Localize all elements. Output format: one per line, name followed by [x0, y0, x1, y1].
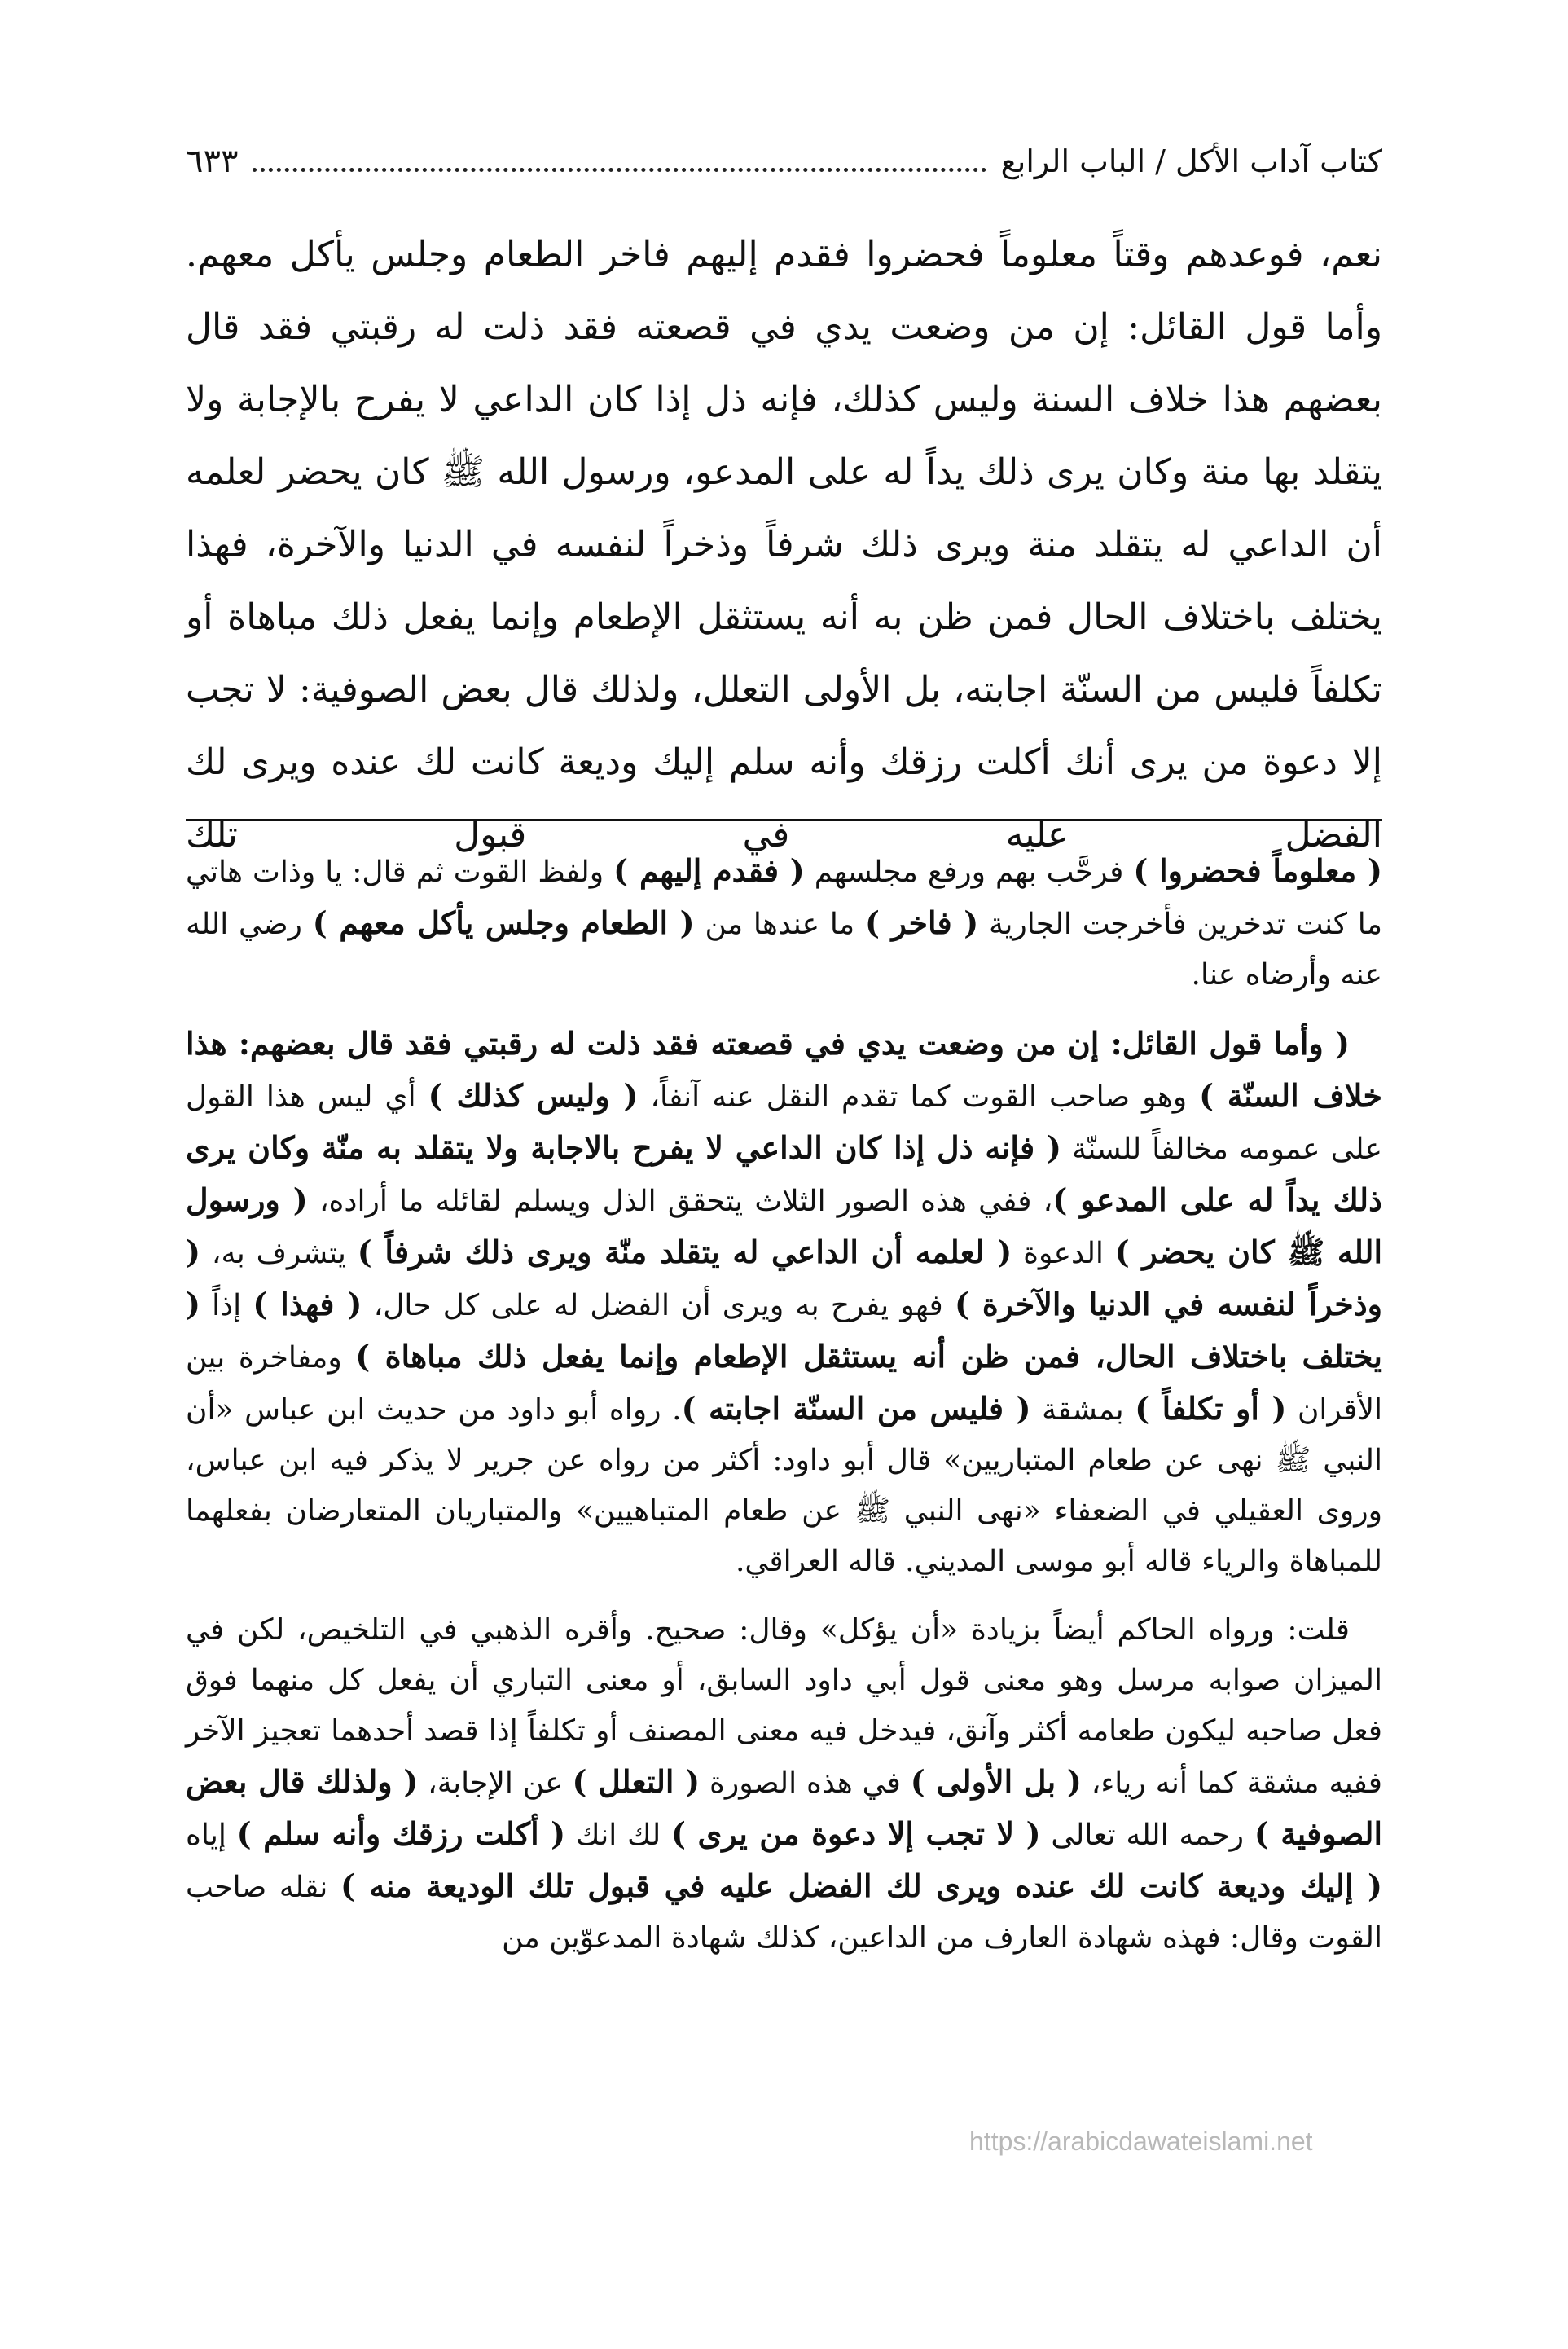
commentary-text: بمشقة: [1030, 1393, 1135, 1427]
commentary-paragraph-1: [186, 846, 1382, 1001]
quoted-phrase: ( بل الأولى ): [910, 1763, 1082, 1800]
quoted-phrase: ( ورسول الله ﷺ كان يحضر ): [186, 1181, 1383, 1270]
commentary-text: قلت: ورواه الحاكم أيضاً بزيادة «أن يؤكل» وقال: صحيح. وأقره الذهبي في التلخيص، لكن في الميزان صوابه مرسل وهو معنى قول أبي داود السابق، أو معنى التباري أن يفعل كل منهما فوق فعل صاحبه ليكون طعامه أكثر وآنق، فيدخل فيه معنى المصنف أو تكلفاً إذا قصد أحدهما تعجيز الآخر ففيه مشقة كما أنه رياء،: [186, 1613, 1382, 1800]
commentary-text: وهو صاحب القوت كما تقدم النقل عنه آنفاً،: [638, 1080, 1200, 1114]
main-paragraph: نعم، فوعدهم وقتاً معلوماً فحضروا فقدم إليهم فاخر الطعام وجلس يأكل معهم. وأما قول القائل: إن من وضعت يدي في قصعته فقد ذلت له رقبتي فقد قال بعضهم هذا خلاف السنة وليس كذلك، فإنه ذل إذا كان الداعي لا يفرح بالإجابة ولا يتقلد بها منة وكان يرى ذلك يداً له على المدعو، ورسول الله ﷺ كان يحضر لعلمه أن الداعي له يتقلد منة ويرى ذلك شرفاً وذخراً لنفسه في الدنيا والآخرة، فهذا يختلف باختلاف الحال فمن ظن به أنه يستثقل الإطعام وإنما يفعل ذلك مباهاة أو تكلفاً فليس من السنّة اجابته، بل الأولى التعلل، ولذلك قال بعض الصوفية: لا تجب إلا دعوة من يرى أنك أكلت رزقك وأنه سلم إليك وديعة كانت لك عنده ويرى لك الفضل عليه في قبول تلك: [186, 234, 1383, 856]
commentary-paragraph-2: [186, 1018, 1382, 1587]
header-dotted-leader: [253, 168, 986, 172]
quoted-phrase: ( لعلمه أن الداعي له يتقلد منّة ويرى ذلك شرفاً ): [357, 1234, 1012, 1270]
commentary-text: في هذه الصورة: [700, 1766, 911, 1800]
commentary-text: ، ففي هذه الصور الثلاث يتحقق الذل ويسلم لقائله ما أراده،: [307, 1185, 1053, 1218]
quoted-phrase: ( فاخر ): [864, 904, 979, 941]
footnote-separator: [186, 819, 1382, 821]
commentary-text: فرحَّب بهم ورفع مجلسهم: [804, 856, 1134, 889]
running-header: [186, 137, 1382, 186]
commentary-text: فهو يفرح به ويرى أن الفضل له على كل حال،: [362, 1289, 955, 1322]
commentary-text: . رواه أبو داود من حديث ابن عباس «أن النبي ﷺ نهى عن طعام المتباريين» قال أبو داود: أكثر من رواه عن جرير لا يذكر فيه ابن عباس، وروى العقيلي في الضعفاء «نهى النبي ﷺ عن طعام المتباهيين» والمتباريان المتعارضان بفعلهما للمباهاة والرياء قاله أبو موسى المديني. قاله العراقي.: [186, 1393, 1382, 1578]
commentary-text: ولفظ القوت ثم قال: يا وذات هاتي ما كنت تدخرين فأخرجت الجارية: [186, 856, 1383, 941]
quoted-phrase: ( وأما قول القائل: إن من وضعت يدي في قصعته فقد ذلت له رقبتي فقد قال بعضهم: هذا خلاف السنّة ): [186, 1025, 1382, 1114]
quoted-phrase: ( فإنه ذل إذا كان الداعي لا يفرح بالاجابة ولا يتقلد به منّة وكان يرى ذلك يداً له على المدعو ): [186, 1129, 1383, 1218]
commentary-paragraph-3: [186, 1605, 1382, 1964]
commentary-text: عن الإجابة،: [418, 1766, 573, 1800]
commentary-text: ما عندها من: [694, 908, 865, 941]
commentary-text: لك انك: [565, 1819, 671, 1852]
quoted-phrase: ( يختلف باختلاف الحال، فمن ظن أنه يستثقل الإطعام وإنما يفعل ذلك مباهاة ): [186, 1286, 1383, 1375]
main-text: [186, 218, 1383, 856]
quoted-phrase: ( إليك وديعة كانت لك عنده ويرى لك الفضل عليه في قبول تلك الوديعة منه ): [340, 1867, 1382, 1904]
commentary-text: يتشرف به،: [200, 1237, 358, 1270]
quoted-phrase: ( فقدم إليهم ): [613, 852, 805, 889]
commentary-text: رضي الله عنه وأرضاه عنا.: [186, 908, 1382, 992]
quoted-phrase: ( ولذلك قال بعض الصوفية ): [186, 1763, 1383, 1852]
quoted-phrase: ( وذخراً لنفسه في الدنيا والآخرة ): [186, 1234, 1382, 1322]
commentary-text: نقله صاحب القوت وقال: فهذه شهادة العارف من الداعين، كذلك شهادة المدعوّين من: [186, 1871, 1382, 1955]
commentary: [186, 846, 1382, 2121]
commentary-text: رحمه الله تعالى: [1040, 1819, 1254, 1852]
quoted-phrase: ( أو تكلفاً ): [1135, 1390, 1287, 1427]
commentary-text: أي ليس هذا القول على عمومه مخالفاً للسنّة: [186, 1080, 1382, 1166]
quoted-phrase: ( أكلت رزقك وأنه سلم ): [236, 1815, 566, 1852]
quoted-phrase: ( وليس كذلك ): [428, 1077, 639, 1114]
commentary-text: إذاً: [200, 1289, 253, 1322]
chapter-title: كتاب آداب الأكل / الباب الرابع: [1000, 143, 1382, 179]
quoted-phrase: ( التعلل ): [572, 1763, 701, 1800]
quoted-phrase: ( لا تجب إلا دعوة من يرى ): [671, 1815, 1041, 1852]
page-number: ٦٣٣: [186, 143, 239, 180]
commentary-text: ومفاخرة بين الأقران: [186, 1341, 1382, 1427]
commentary-text: إياه: [186, 1819, 237, 1852]
quoted-phrase: ( فهذا ): [253, 1286, 362, 1322]
quoted-phrase: ( فليس من السنّة اجابته ): [681, 1390, 1031, 1427]
commentary-text: الدعوة: [1012, 1237, 1115, 1270]
quoted-phrase: ( معلوماً فحضروا ): [1133, 852, 1382, 889]
watermark-url: https://arabicdawateislami.net: [969, 2127, 1313, 2156]
quoted-phrase: ( الطعام وجلس يأكل معهم ): [312, 904, 695, 941]
